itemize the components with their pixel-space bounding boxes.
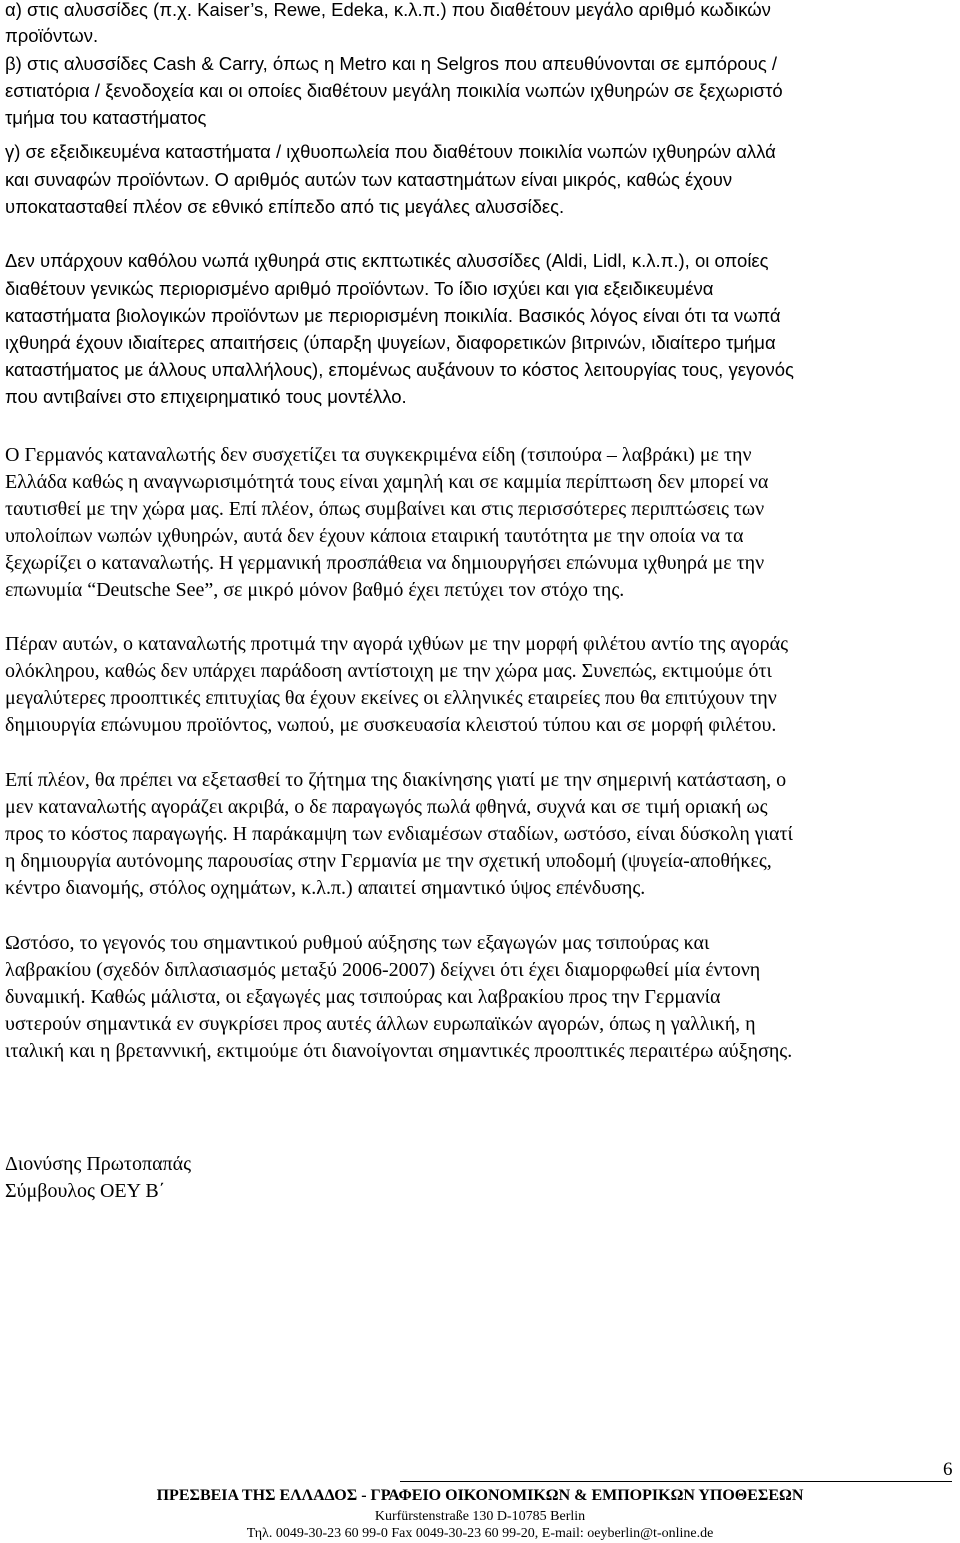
text-line: ταυτισθεί με την χώρα μας. Επί πλέον, όπως συμβαίνει και στις περισσότερες περιπτώσεις των bbox=[5, 498, 765, 520]
text-line: προς το κόστος παραγωγής. Η παράκαμψη των ενδιαμέσων σταδίων, ωστόσο, είναι δύσκολη γιατί bbox=[5, 823, 793, 845]
text-line: Ελλάδα καθώς η αναγνωρισιμότητά τους είναι χαμηλή και σε καμμία περίπτωση δεν μπορεί να bbox=[5, 471, 769, 493]
text-line: και συναφών προϊόντων. Ο αριθμός αυτών των καταστημάτων είναι μικρός, καθώς έχουν bbox=[5, 169, 733, 190]
footer-contact: Τηλ. 0049-30-23 60 99-0 Fax 0049-30-23 60 99-20, E-mail: oeyberlin@t-online.de bbox=[246, 1526, 714, 1541]
text-line: ολόκληρου, καθώς δεν υπάρχει παράδοση αντίστοιχη με την χώρα μας. Συνεπώς, εκτιμούμε ότι bbox=[5, 660, 772, 682]
footer-address: Kurfürstenstraße 130 D-10785 Berlin bbox=[374, 1509, 586, 1524]
text-line: Ωστόσο, το γεγονός του σημαντικού ρυθμού αύξησης των εξαγωγών μας τσιπούρας και bbox=[5, 932, 710, 954]
text-line: επωνυμία “Deutsche See”, σε μικρό μόνον βαθμό έχει πετύχει τον στόχο της. bbox=[5, 579, 625, 601]
text-line: η δημιουργία αυτόνομης παρουσίας στην Γερμανία με την σχετική υποδομή (ψυγεία-αποθήκες, bbox=[5, 850, 772, 872]
footer-organization: ΠΡΕΣΒΕΙΑ ΤΗΣ ΕΛΛΑΔΟΣ - ΓΡΑΦΕΙΟ ΟΙΚΟΝΟΜΙΚΩΝ & ΕΜΠΟΡΙΚΩΝ ΥΠΟΘΕΣΕΩΝ bbox=[156, 1487, 804, 1504]
text-line: γ) σε εξειδικευμένα καταστήματα / ιχθυοπωλεία που διαθέτουν ποικιλία νωπών ιχθυηρών αλλά bbox=[5, 141, 776, 162]
text-line: α) στις αλυσσίδες (π.χ. Kaiser’s, Rewe, Edeka, κ.λ.π.) που διαθέτουν μεγάλο αριθμό κωδικών bbox=[5, 0, 771, 20]
footer-divider bbox=[400, 1481, 952, 1482]
text-line: ιχθυηρά έχουν ιδιαίτερες απαιτήσεις (ύπαρξη ψυγείων, διαφορετικών βιτρινών, ιδιαίτερο τμήμα bbox=[5, 332, 776, 353]
text-line: υστερούν σημαντικά εν συγκρίσει προς αυτές άλλων ευρωπαϊκών αγορών, όπως η γαλλική, η bbox=[5, 1013, 756, 1035]
text-line: υπολοίπων νωπών ιχθυηρών, αυτά δεν έχουν κάποια εταιρική ταυτότητα με την οποία να τα bbox=[5, 525, 744, 547]
text-line: Πέραν αυτών, ο καταναλωτής προτιμά την αγορά ιχθύων με την μορφή φιλέτου αντίο της αγοράς bbox=[5, 633, 788, 655]
text-line: καταστήματος με άλλους υπαλλήλους), επομένως αυξάνουν το κόστος λειτουργίας τους, γεγονός bbox=[5, 359, 794, 380]
text-line: ξεχωρίζει ο καταναλωτής. Η γερμανική προσπάθεια να δημιουργήσει επώνυμα ιχθυηρά με την bbox=[5, 552, 765, 574]
text-line: μεγαλύτερες προοπτικές επιτυχίας θα έχουν εκείνες οι ελληνικές εταιρείες που θα επιτύχουν την bbox=[5, 687, 777, 709]
text-line: δημιουργία επώνυμου προϊόντος, νωπού, με συσκευασία κλειστού τύπου και σε μορφή φιλέτου. bbox=[5, 714, 777, 736]
text-line: ιταλική και η βρεταννική, εκτιμούμε ότι διανοίγονται σημαντικές προοπτικές περαιτέρω αύξησης. bbox=[5, 1040, 793, 1062]
text-line: δυναμική. Καθώς μάλιστα, οι εξαγωγές μας τσιπούρας και λαβρακίου προς την Γερμανία bbox=[5, 986, 721, 1008]
text-line: εστιατόρια / ξενοδοχεία και οι οποίες διαθέτουν μεγάλη ποικιλία νωπών ιχθυηρών σε ξεχωριστό bbox=[5, 80, 783, 101]
text-line: υποκατασταθεί πλέον σε εθνικό επίπεδο από τις μεγάλες αλυσσίδες. bbox=[5, 196, 565, 217]
text-line: Επί πλέον, θα πρέπει να εξετασθεί το ζήτημα της διακίνησης γιατί με την σημερινή κατάσταση, ο bbox=[5, 769, 787, 791]
text-line: β) στις αλυσσίδες Cash & Carry, όπως η Metro και η Selgros που απευθύνονται σε εμπόρους / bbox=[5, 53, 778, 74]
text-line: κέντρο διανομής, στόλος οχημάτων, κ.λ.π.) απαιτεί σημαντικό ύψος επένδυσης. bbox=[5, 877, 646, 899]
text-line: διαθέτουν γενικώς περιορισμένο αριθμό προϊόντων. Το ίδιο ισχύει και για εξειδικευμένα bbox=[5, 278, 714, 299]
text-line: προϊόντων. bbox=[5, 25, 99, 46]
text-line: Ο Γερμανός καταναλωτής δεν συσχετίζει τα συγκεκριμένα είδη (τσιπούρα – λαβράκι) με την bbox=[5, 444, 752, 466]
page-number: 6 bbox=[943, 1459, 953, 1480]
signature-title: Σύμβουλος ΟΕΥ Β΄ bbox=[5, 1180, 166, 1202]
text-line: που αντιβαίνει στο επιχειρηματικό τους μοντέλλο. bbox=[5, 386, 407, 407]
text-line: λαβρακίου (σχεδόν διπλασιασμός μεταξύ 2006-2007) δείχνει ότι έχει διαμορφωθεί μία έντονη bbox=[5, 959, 761, 981]
text-line: καταστήματα βιολογικών προϊόντων με περιορισμένη ποικιλία. Βασικός λόγος είναι ότι τα νωπά bbox=[5, 305, 781, 326]
signature-name: Διονύσης Πρωτοπαπάς bbox=[5, 1153, 192, 1175]
text-line: τμήμα του καταστήματος bbox=[5, 107, 207, 128]
text-line: μεν καταναλωτής αγοράζει ακριβά, ο δε παραγωγός πωλά φθηνά, συχνά και σε τιμή οριακή ως bbox=[5, 796, 768, 818]
text-line: Δεν υπάρχουν καθόλου νωπά ιχθυηρά στις εκπτωτικές αλυσσίδες (Aldi, Lidl, κ.λ.π.), οι οποίες bbox=[5, 250, 769, 271]
